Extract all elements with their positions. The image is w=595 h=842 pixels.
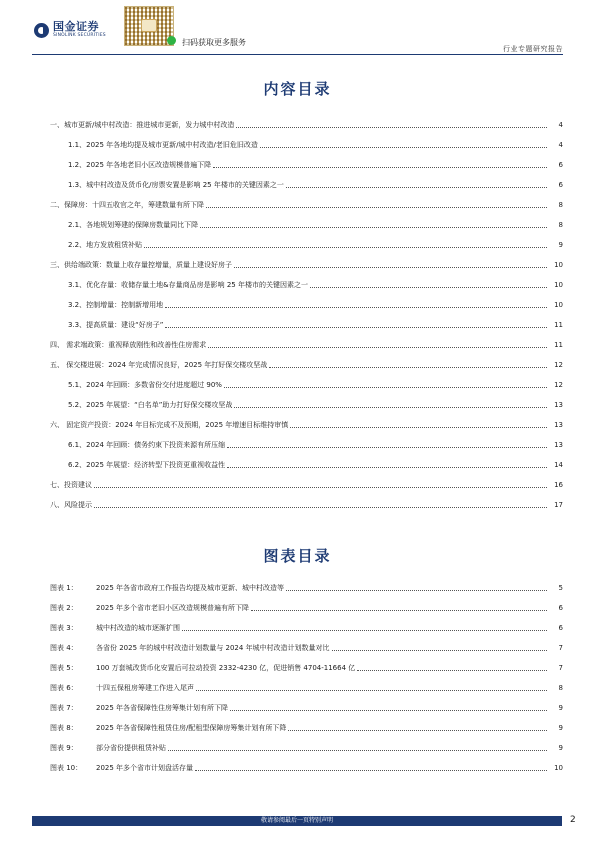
toc-entry-text: 七、投资建议 (50, 481, 92, 489)
toc-entry-text: 八、风险提示 (50, 501, 92, 509)
leader-dots (286, 187, 547, 188)
toc-section-entry[interactable] (50, 490, 563, 510)
figure-entry[interactable] (50, 593, 563, 613)
leader-dots (224, 387, 547, 388)
figure-title: 十四五保租房筹建工作进入尾声 (96, 684, 194, 692)
leader-dots (94, 487, 547, 488)
toc-section-entry[interactable] (50, 110, 563, 130)
toc-subsection-entry[interactable] (50, 210, 563, 230)
table-of-contents (50, 110, 563, 510)
figure-entry[interactable] (50, 573, 563, 593)
sinolink-logo (34, 21, 106, 39)
leader-dots (236, 127, 547, 128)
figure-title: 2025 年各省市政府工作报告均提及城市更新、城中村改造等 (96, 584, 285, 592)
leader-dots (227, 467, 547, 468)
figure-label: 图表 2： (50, 604, 78, 612)
toc-subsection-entry[interactable] (50, 270, 563, 290)
toc-entry-text: 3.1、优化存量：收储存量土地&存量商品房是影响 25 年楼市的关键因素之一 (68, 281, 308, 289)
toc-entry-text: 1.1、2025 年各地均提及城市更新/城中村改造/老旧危旧改造 (68, 141, 258, 149)
toc-entry-text: 三、供给端政策：数量上收存量控增量，质量上建设好房子 (50, 261, 232, 269)
figure-label: 图表 8： (50, 724, 78, 732)
logo-en-text: SINOLINK SECURITIES (53, 33, 106, 38)
toc-page-number: 16 (554, 481, 563, 489)
toc-page-number: 9 (558, 241, 563, 249)
toc-page-number: 11 (554, 321, 563, 329)
toc-section-entry[interactable] (50, 410, 563, 430)
leader-dots (286, 590, 547, 591)
figure-page-number: 5 (558, 584, 563, 592)
toc-page-number: 4 (558, 121, 563, 129)
toc-section-entry[interactable] (50, 350, 563, 370)
toc-page-number: 8 (558, 201, 563, 209)
toc-entry-text: 3.3、提高质量：建设“好房子” (68, 321, 164, 329)
toc-entry-text: 六、 固定资产投资：2024 年目标完成不及预期，2025 年增速目标维持审慎 (50, 421, 289, 429)
leader-dots (234, 407, 547, 408)
toc-page-number: 14 (554, 461, 563, 469)
figure-entry[interactable] (50, 653, 563, 673)
toc-entry-text: 6.2、2025 年展望：经济转型下投资更重视收益性 (68, 461, 226, 469)
leader-dots (234, 267, 547, 268)
figure-title: 2025 年各省保障性住房筹集计划有所下降 (96, 704, 229, 712)
logo-cn-text: 国金证券 (53, 20, 99, 33)
leader-dots (200, 227, 547, 228)
toc-subsection-entry[interactable] (50, 170, 563, 190)
figure-title: 各省份 2025 年的城中村改造计划数量与 2024 年城中村改造计划数量对比 (96, 644, 330, 652)
footer-disclaimer: 敬请参阅最后一页特别声明 (260, 817, 333, 824)
figure-page-number: 8 (558, 684, 563, 692)
leader-dots (288, 730, 547, 731)
wechat-icon (167, 36, 176, 45)
toc-section-entry[interactable] (50, 250, 563, 270)
figure-page-number: 6 (558, 624, 563, 632)
toc-entry-text: 6.1、2024 年回顾：债务约束下投资来源有所压缩 (68, 441, 226, 449)
leader-dots (168, 750, 547, 751)
leader-dots (260, 147, 547, 148)
figure-page-number: 9 (558, 744, 563, 752)
leader-dots (269, 367, 547, 368)
figure-label: 图表 3： (50, 624, 78, 632)
figures-title: 图表目录 (263, 547, 332, 565)
figure-entry[interactable] (50, 753, 563, 773)
leader-dots (165, 327, 547, 328)
figure-entry[interactable] (50, 733, 563, 753)
toc-subsection-entry[interactable] (50, 310, 563, 330)
leader-dots (206, 207, 547, 208)
leader-dots (196, 690, 547, 691)
page-number: 2 (570, 815, 576, 825)
figure-page-number: 10 (554, 764, 563, 772)
toc-subsection-entry[interactable] (50, 430, 563, 450)
page-header (0, 0, 595, 54)
toc-section-entry[interactable] (50, 330, 563, 350)
header-divider (32, 54, 563, 55)
figure-entry[interactable] (50, 633, 563, 653)
toc-page-number: 6 (558, 161, 563, 169)
figure-label: 图表 7： (50, 704, 78, 712)
leader-dots (251, 610, 547, 611)
toc-entry-text: 2.2、地方发放租赁补贴 (68, 241, 143, 249)
leader-dots (227, 447, 547, 448)
toc-subsection-entry[interactable] (50, 150, 563, 170)
toc-subsection-entry[interactable] (50, 450, 563, 470)
toc-subsection-entry[interactable] (50, 130, 563, 150)
leader-dots (165, 307, 547, 308)
toc-page-number: 6 (558, 181, 563, 189)
report-type: 行业专题研究报告 (503, 45, 563, 53)
figure-entry[interactable] (50, 673, 563, 693)
toc-page-number: 10 (554, 301, 563, 309)
figure-page-number: 7 (558, 664, 563, 672)
leader-dots (357, 670, 547, 671)
toc-entry-text: 1.3、城中村改造及货币化/房票安置是影响 25 年楼市的关键因素之一 (68, 181, 284, 189)
figure-label: 图表 9： (50, 744, 78, 752)
leader-dots (332, 650, 547, 651)
toc-subsection-entry[interactable] (50, 230, 563, 250)
toc-entry-text: 一、城市更新/城中村改造：推进城市更新，发力城中村改造 (50, 121, 235, 129)
toc-page-number: 13 (554, 401, 563, 409)
toc-page-number: 8 (558, 221, 563, 229)
toc-entry-text: 2.1、各地规划筹建的保障房数量同比下降 (68, 221, 199, 229)
toc-entry-text: 5.1、2024 年回顾：多数省份交付进度超过 90% (68, 381, 222, 389)
toc-page-number: 13 (554, 421, 563, 429)
figure-title: 2025 年多个省市老旧小区改造规模普遍有所下降 (96, 604, 250, 612)
toc-page-number: 12 (554, 361, 563, 369)
toc-title: 内容目录 (263, 80, 332, 98)
leader-dots (195, 770, 547, 771)
figure-entry[interactable] (50, 713, 563, 733)
figure-page-number: 9 (558, 704, 563, 712)
toc-page-number: 10 (554, 281, 563, 289)
toc-subsection-entry[interactable] (50, 290, 563, 310)
toc-page-number: 10 (554, 261, 563, 269)
toc-section-entry[interactable] (50, 190, 563, 210)
figure-label: 图表 5： (50, 664, 78, 672)
toc-entry-text: 二、保障房：十四五收官之年，筹建数量有所下降 (50, 201, 204, 209)
figure-entry[interactable] (50, 693, 563, 713)
logo-icon (34, 23, 49, 38)
figure-page-number: 6 (558, 604, 563, 612)
leader-dots (208, 347, 547, 348)
figure-page-number: 7 (558, 644, 563, 652)
toc-entry-text: 五、 保交楼进展：2024 年完成情况良好，2025 年打好保交楼攻坚战 (50, 361, 268, 369)
toc-entry-text: 3.2、控制增量：控制新增用地 (68, 301, 164, 309)
toc-page-number: 13 (554, 441, 563, 449)
figure-label: 图表 1： (50, 584, 78, 592)
figure-page-number: 9 (558, 724, 563, 732)
figure-title: 2025 年各省保障性租赁住房/配租型保障房筹集计划有所下降 (96, 724, 287, 732)
figure-label: 图表 6： (50, 684, 78, 692)
leader-dots (213, 167, 547, 168)
figure-label: 图表 4： (50, 644, 78, 652)
toc-page-number: 11 (554, 341, 563, 349)
figure-entry[interactable] (50, 613, 563, 633)
figure-list (50, 573, 563, 773)
toc-subsection-entry[interactable] (50, 370, 563, 390)
leader-dots (94, 507, 547, 508)
leader-dots (290, 427, 547, 428)
figure-title: 100 万套城改货币化安置后可拉动投资 2332-4230 亿，促进销售 4704-11664 亿 (96, 664, 356, 672)
toc-entry-text: 1.2、2025 年各地老旧小区改造规模普遍下降 (68, 161, 212, 169)
leader-dots (310, 287, 547, 288)
figure-label: 图表 10： (50, 764, 83, 772)
toc-page-number: 12 (554, 381, 563, 389)
leader-dots (230, 710, 547, 711)
leader-dots (182, 630, 547, 631)
figure-title: 城中村改造的城市逐渐扩围 (96, 624, 180, 632)
toc-page-number: 17 (554, 501, 563, 509)
toc-subsection-entry[interactable] (50, 390, 563, 410)
toc-entry-text: 5.2、2025 年展望：“白名单”助力打好保交楼攻坚战 (68, 401, 233, 409)
leader-dots (144, 247, 547, 248)
toc-section-entry[interactable] (50, 470, 563, 490)
figure-title: 2025 年多个省市计划盘活存量 (96, 764, 194, 772)
figure-title: 部分省份提供租赁补贴 (96, 744, 166, 752)
qr-center-logo (141, 19, 157, 32)
toc-entry-text: 四、 需求端政策：重视释放刚性和改善性住房需求 (50, 341, 207, 349)
qr-caption: 扫码获取更多服务 (182, 38, 246, 47)
toc-page-number: 4 (558, 141, 563, 149)
